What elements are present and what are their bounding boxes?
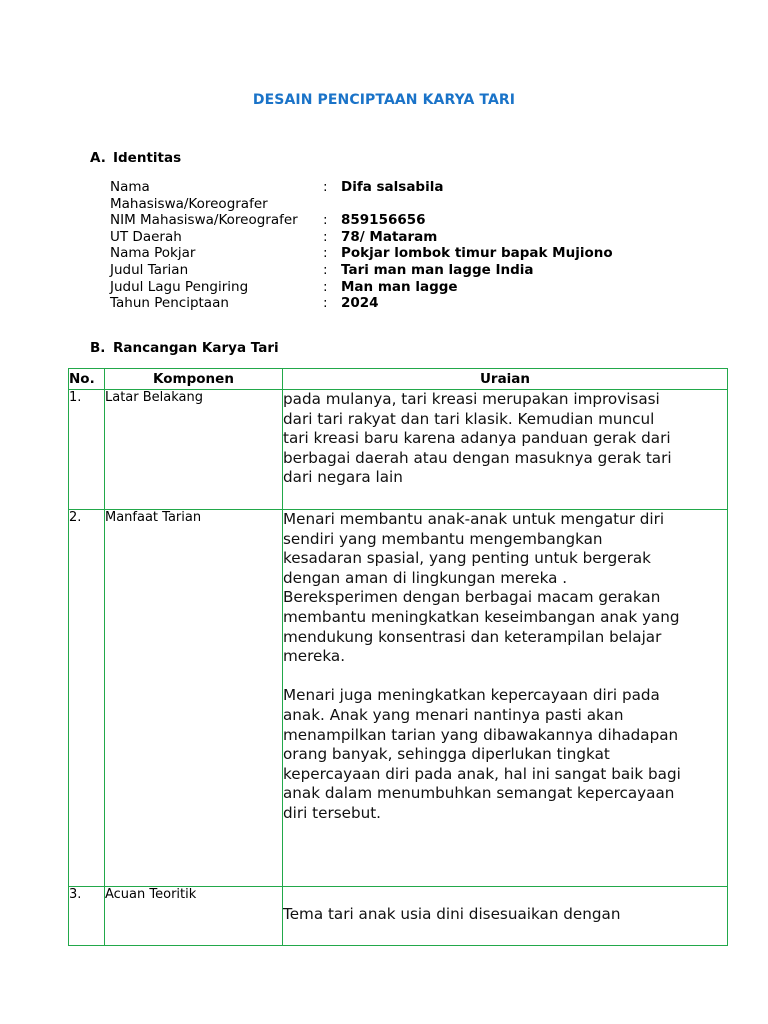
uraian-line: anak dalam menumbuhkan semangat kepercayaan [283, 784, 675, 803]
uraian-line: Menari membantu anak-anak untuk mengatur diri [283, 510, 665, 528]
row-uraian [283, 390, 728, 510]
identity-colon: : [323, 261, 328, 278]
identity-label: Nama Pokjar [110, 245, 196, 262]
header-uraian: Uraian [283, 369, 728, 390]
identity-label: NIM Mahasiswa/Koreografer [110, 212, 298, 229]
identity-label: Judul Lagu Pengiring [110, 278, 249, 295]
identity-colon: : [323, 278, 328, 295]
identity-colon: : [323, 295, 328, 312]
identity-value: 2024 [341, 295, 379, 312]
row-number: 2. [69, 510, 105, 887]
uraian-line: mereka. [283, 647, 346, 666]
header-no: No. [69, 369, 105, 390]
section-a-heading [90, 150, 181, 166]
uraian-line: diri tersebut. [283, 803, 381, 822]
uraian-line: orang banyak, sehingga diperlukan tingkat [283, 745, 610, 764]
identity-label: UT Daerah [110, 228, 182, 245]
section-a-title: Identitas [113, 150, 182, 166]
identity-value: Difa salsabila [341, 179, 444, 195]
uraian-line: kepercayaan diri pada anak, hal ini sangat baik bagi [283, 764, 681, 783]
row-number: 1. [69, 390, 105, 510]
uraian-line: Menari juga meningkatkan kepercayaan diri pada [283, 686, 660, 705]
uraian-line: mendukung konsentrasi dan keterampilan belajar [283, 627, 662, 646]
uraian-line: pada mulanya, tari kreasi merupakan improvisasi [283, 390, 660, 408]
identity-value: Pokjar lombok timur bapak Mujiono [341, 245, 613, 262]
row-number: 3. [69, 887, 105, 946]
table-row [69, 390, 728, 510]
identity-value: 78/ Mataram [341, 228, 438, 245]
identity-colon: : [323, 245, 328, 262]
table-row [69, 510, 728, 887]
section-b-heading [90, 340, 279, 356]
uraian-line: tari kreasi baru karena adanya panduan gerak dari [283, 429, 671, 448]
identity-label [110, 179, 310, 212]
header-komponen: Komponen [105, 369, 283, 390]
table-row [69, 887, 728, 946]
identity-colon: : [323, 179, 328, 195]
uraian-line: membantu meningkatkan keseimbangan anak yang [283, 607, 680, 626]
section-b-title: Rancangan Karya Tari [113, 340, 279, 356]
uraian-line: Tema tari anak usia dini disesuaikan dengan [283, 905, 621, 923]
paragraph-spacer [283, 667, 727, 687]
uraian-line: anak. Anak yang menari nantinya pasti akan [283, 705, 624, 724]
row-komponen: Manfaat Tarian [105, 510, 283, 887]
identity-label: Judul Tarian [110, 261, 189, 278]
uraian-line: menampilkan tarian yang dibawakannya dihadapan [283, 725, 679, 744]
uraian-line: dari negara lain [283, 468, 403, 487]
table-header-row [69, 369, 728, 390]
uraian-line: Bereksperimen dengan berbagai macam gerakan [283, 588, 661, 607]
identity-value: 859156656 [341, 212, 426, 229]
row-komponen: Latar Belakang [105, 390, 283, 510]
identity-value: Man man lagge [341, 278, 458, 295]
uraian-line: kesadaran spasial, yang penting untuk bergerak [283, 549, 651, 568]
uraian-line: berbagai daerah atau dengan masuknya gerak tari [283, 448, 672, 467]
section-a-number: A. [90, 150, 106, 166]
row-uraian [283, 887, 728, 946]
section-b-number: B. [90, 340, 106, 356]
identity-label: Tahun Penciptaan [110, 295, 229, 312]
document-title: DESAIN PENCIPTAAN KARYA TARI [252, 92, 516, 108]
identity-value: Tari man man lagge India [341, 261, 534, 278]
identity-colon: : [323, 212, 328, 229]
row-komponen: Acuan Teoritik [105, 887, 283, 946]
uraian-line: sendiri yang membantu mengembangkan [283, 529, 603, 548]
identity-label-line2: Mahasiswa/Koreografer [110, 195, 268, 212]
identity-colon: : [323, 228, 328, 245]
rancangan-table [68, 368, 728, 946]
row-uraian [283, 510, 728, 887]
uraian-line: dengan aman di lingkungan mereka . [283, 568, 568, 587]
identity-label-line1: Nama [110, 179, 150, 195]
uraian-line: dari tari rakyat dan tari klasik. Kemudian muncul [283, 409, 655, 428]
